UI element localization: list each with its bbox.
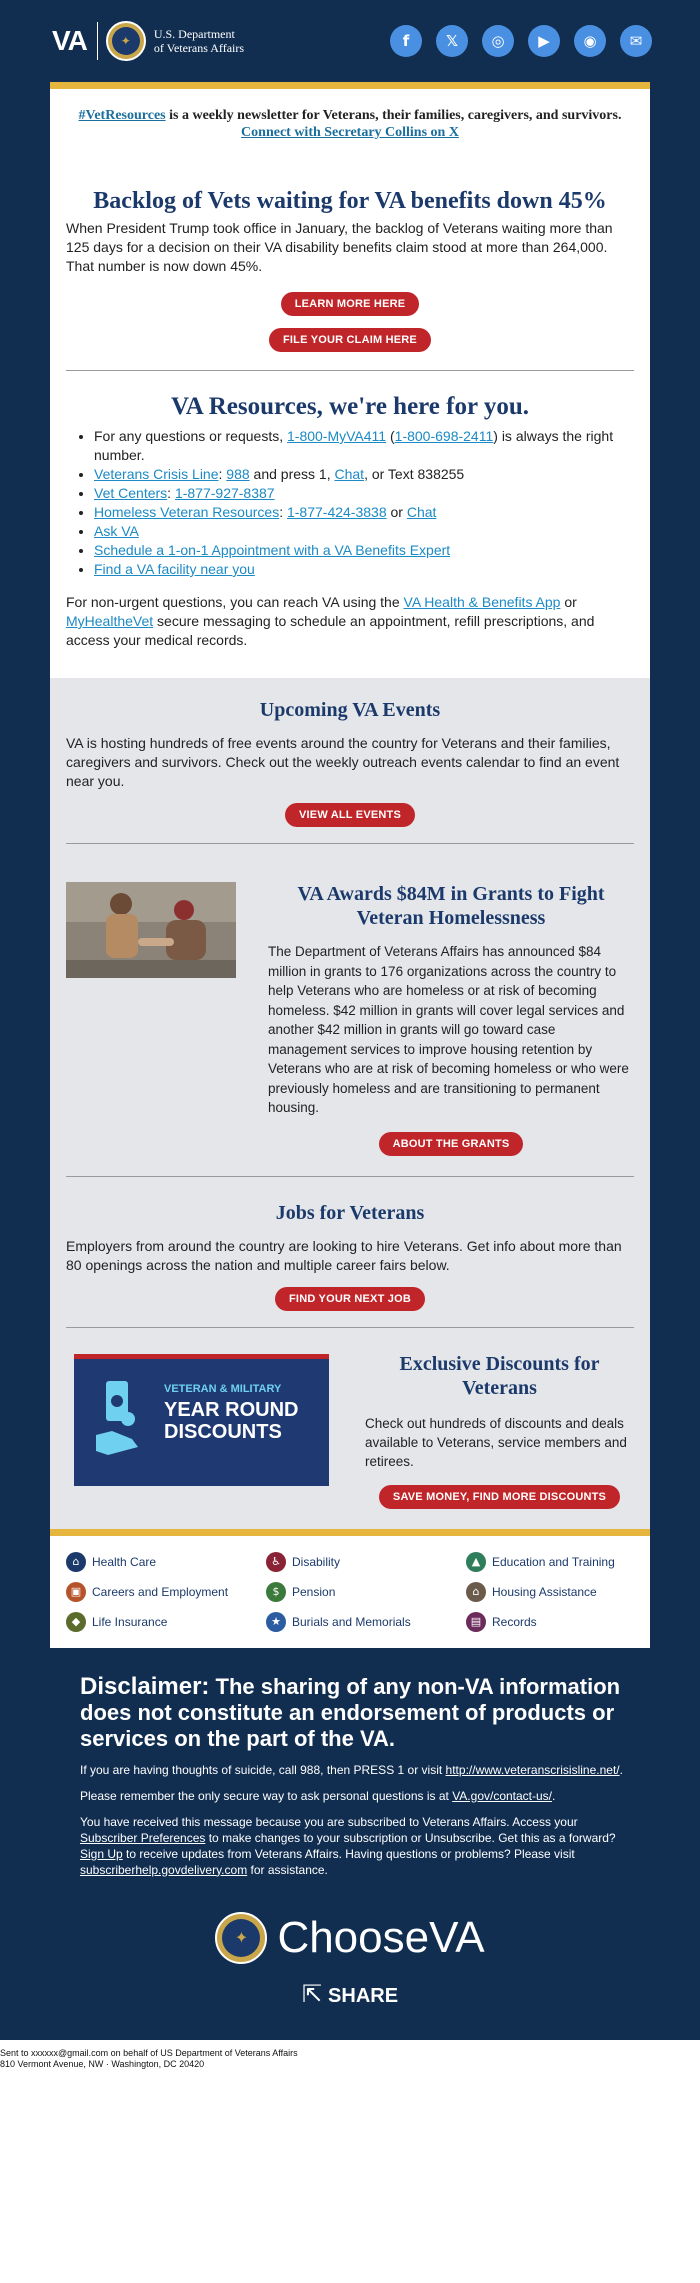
sent-to-text: Sent to xxxxxx@gmail.com on behalf of US Department of Veterans Affairs: [0, 2047, 298, 2058]
va-text: VA: [429, 1912, 485, 1962]
schedule-appointment-link[interactable]: Schedule a 1-on-1 Appointment with a VA Benefits Expert: [94, 542, 451, 558]
careers-icon: ▣: [66, 1582, 86, 1602]
social-links: [390, 25, 652, 57]
item-text: to make changes to your subscription or Unsubscribe. Get this as a forward?: [205, 1830, 616, 1845]
crisis-line-url-link[interactable]: http://www.veteranscrisisline.net/: [445, 1762, 620, 1777]
share-label: SHARE: [328, 1984, 399, 2007]
myhealthevet-link[interactable]: MyHealtheVet: [66, 613, 154, 629]
homeless-resources-link[interactable]: Homeless Veteran Resources: [94, 504, 280, 520]
footer-link-records[interactable]: [466, 1612, 646, 1632]
banner-big-line-1: YEAR ROUND: [164, 1398, 299, 1421]
sent-info: [0, 2040, 700, 2138]
backlog-body: When President Trump took office in January, the backlog of Veterans waiting more than 125 days for a decision on their VA disability benefits claim stood at more than 264,000. That number is now down 45%.: [66, 220, 613, 274]
discounts-banner-icon: [92, 1373, 142, 1463]
contact-us-link[interactable]: VA.gov/contact-us/: [452, 1788, 553, 1803]
suicide-text: [80, 1762, 630, 1778]
item-text: and press 1,: [249, 466, 335, 482]
address-text: 810 Vermont Avenue, NW · Washington, DC 20420: [0, 2058, 205, 2069]
disclaimer-heading: [80, 1674, 630, 1752]
homeless-chat-link[interactable]: Chat: [406, 504, 437, 520]
item-text: ) is always the right number.: [94, 428, 614, 463]
footer-link-housing[interactable]: [466, 1582, 646, 1602]
events-title: Upcoming VA Events: [259, 699, 441, 721]
youtube-icon[interactable]: ▶: [528, 25, 560, 57]
item-text: If you are having thoughts of suicide, call 988, then PRESS 1 or visit: [80, 1762, 446, 1777]
discounts-banner[interactable]: [74, 1354, 329, 1486]
instagram-icon[interactable]: ◎: [482, 25, 514, 57]
grants-content: [236, 882, 634, 1156]
vetresources-hashtag-link[interactable]: #VetResources: [78, 108, 166, 123]
share-button[interactable]: [0, 1980, 700, 2008]
burials-icon: ★: [266, 1612, 286, 1632]
item-text: Please remember the only secure way to ask personal questions is at: [80, 1788, 453, 1803]
header: [0, 0, 700, 82]
crisis-line-link[interactable]: Veterans Crisis Line: [94, 466, 219, 482]
list-item: [94, 465, 630, 484]
find-job-button[interactable]: FIND YOUR NEXT JOB: [275, 1287, 425, 1311]
learn-more-button[interactable]: LEARN MORE HERE: [281, 292, 420, 316]
events-section: [50, 678, 650, 827]
discounts-title: Exclusive Discounts for Veterans: [399, 1352, 600, 1399]
choose-text: Choose: [277, 1912, 430, 1962]
va-seal-icon: ✦: [106, 21, 146, 61]
choose-va-logo[interactable]: [0, 1912, 700, 1964]
item-text: or: [386, 504, 407, 520]
non-urgent-text: [50, 593, 650, 678]
resources-section: [50, 371, 650, 421]
footer-link-disability[interactable]: [266, 1552, 466, 1572]
item-text: You have received this message because you are subscribed to Veterans Affairs. Access your: [80, 1814, 578, 1829]
list-item: [94, 484, 630, 503]
x-icon[interactable]: 𝕏: [436, 25, 468, 57]
footer-link-label: Burials and Memorials: [292, 1614, 411, 1629]
grants-section: [50, 844, 650, 1156]
item-text: , or Text 838255: [364, 466, 465, 482]
item-text: :: [218, 466, 227, 482]
jobs-body: Employers from around the country are looking to hire Veterans. Get info about more than 80 openings across the nation and multiple career fairs below.: [66, 1237, 622, 1273]
item-text: .: [552, 1788, 556, 1803]
backlog-title: Backlog of Vets waiting for VA benefits down 45%: [93, 188, 607, 214]
subscriber-help-link[interactable]: subscriberhelp.govdelivery.com: [80, 1862, 248, 1877]
footer-link-label: Health Care: [92, 1554, 157, 1569]
backlog-section: [50, 141, 650, 352]
subscriber-preferences-link[interactable]: Subscriber Preferences: [80, 1830, 206, 1845]
view-all-events-button[interactable]: VIEW ALL EVENTS: [285, 803, 415, 827]
list-item: [94, 541, 630, 560]
find-facility-link[interactable]: Find a VA facility near you: [94, 561, 255, 577]
connect-secretary-link[interactable]: Connect with Secretary Collins on X: [241, 125, 459, 140]
education-icon: ▲: [466, 1552, 486, 1572]
list-item: [94, 427, 630, 465]
disability-icon: ♿: [266, 1552, 286, 1572]
intro: [50, 89, 650, 141]
rss-icon[interactable]: ◉: [574, 25, 606, 57]
va-logo-text: VA: [52, 25, 87, 56]
about-grants-button[interactable]: ABOUT THE GRANTS: [379, 1132, 524, 1156]
events-body: VA is hosting hundreds of free events around the country for Veterans and their families, caregivers and survivors. Check out the weekly outreach events calendar to find an event near you.: [66, 735, 620, 789]
myva411-link[interactable]: 1-800-MyVA411: [287, 428, 387, 444]
list-item: [94, 503, 630, 522]
footer-link-label: Records: [492, 1614, 537, 1629]
grants-title: VA Awards $84M in Grants to Fight Veteran Homelessness: [297, 883, 605, 929]
dept-line-2: of Veterans Affairs: [153, 41, 245, 55]
disclaimer: [0, 1648, 700, 1878]
jobs-section: [50, 1177, 650, 1311]
file-claim-button[interactable]: FILE YOUR CLAIM HERE: [269, 328, 431, 352]
item-text: or: [560, 594, 577, 610]
item-text: :: [279, 504, 287, 520]
footer-link-careers[interactable]: [66, 1582, 266, 1602]
footer-link-pension[interactable]: [266, 1582, 466, 1602]
footer-link-label: Disability: [292, 1554, 341, 1569]
grants-body: The Department of Veterans Affairs has announced $84 million in grants to 176 organizations across the country to help Veterans who are homeless or at risk of becoming homeless. $42 million in grants will cover legal services and another $42 million in grants will go toward case management services to improve housing retention by Veterans who are at risk of becoming homeless or who were previously homeless and are transitioning to permanent housing.: [268, 944, 629, 1115]
item-text: For non-urgent questions, you can reach VA using the: [66, 594, 404, 610]
footer-link-health-care[interactable]: [66, 1552, 266, 1572]
footer-link-label: Careers and Employment: [92, 1584, 229, 1599]
footer-link-label: Education and Training: [492, 1554, 615, 1569]
homeless-phone-link[interactable]: 1-877-424-3838: [286, 504, 387, 520]
footer-link-life-insurance[interactable]: [66, 1612, 266, 1632]
grey-content-block: [50, 678, 650, 1529]
footer-link-education[interactable]: [466, 1552, 646, 1572]
secure-text: [80, 1788, 630, 1804]
myva411-number-link[interactable]: 1-800-698-2411: [394, 428, 494, 444]
footer-link-label: Life Insurance: [92, 1614, 168, 1629]
item-text: (: [386, 428, 395, 444]
list-item: [94, 560, 630, 579]
disclaimer-label: Disclaimer:: [80, 1672, 210, 1700]
discounts-content: [329, 1354, 634, 1509]
va-seal-icon: ✦: [215, 1912, 267, 1964]
item-text: .: [619, 1762, 623, 1777]
resources-list: [50, 427, 650, 579]
footer-link-label: Housing Assistance: [492, 1584, 597, 1599]
facebook-icon[interactable]: f: [390, 25, 422, 57]
sign-up-link[interactable]: Sign Up: [80, 1846, 123, 1861]
choose-va-wordmark: [277, 1913, 484, 1963]
pension-icon: $: [266, 1582, 286, 1602]
disclaimer-text: The sharing of any non-VA information does not constitute an endorsement of products or services on the part of the VA.: [80, 1673, 621, 1751]
footer-link-burials[interactable]: [266, 1612, 466, 1632]
banner-small-text: VETERAN & MILITARY: [164, 1382, 282, 1395]
footer-link-label: Pension: [292, 1584, 336, 1599]
list-item: [94, 522, 630, 541]
intro-text: is a weekly newsletter for Veterans, their families, caregivers, and survivors.: [165, 108, 622, 123]
resources-title: VA Resources, we're here for you.: [170, 393, 530, 420]
ask-va-link[interactable]: Ask VA: [94, 523, 139, 539]
va-logo[interactable]: [52, 21, 244, 61]
discounts-body: Check out hundreds of discounts and deals available to Veterans, service members and retirees.: [365, 1415, 627, 1469]
health-benefits-app-link[interactable]: VA Health & Benefits App: [403, 594, 561, 610]
item-text: :: [167, 485, 175, 501]
item-text: to receive updates from Veterans Affairs. Having questions or problems? Please visit: [122, 1846, 575, 1861]
item-text: For any questions or requests,: [94, 428, 287, 444]
logo-divider: [97, 22, 98, 60]
department-name: [154, 27, 244, 55]
item-text: secure messaging to schedule an appointment, refill prescriptions, and access your medical records.: [66, 613, 595, 648]
banner-big-text: [164, 1399, 298, 1443]
records-icon: ▤: [466, 1612, 486, 1632]
jobs-title: Jobs for Veterans: [275, 1201, 425, 1224]
crisis-988-link[interactable]: 988: [226, 466, 250, 482]
footer-links: [50, 1529, 650, 1648]
housing-icon: ⌂: [466, 1582, 486, 1602]
discounts-section: [50, 1328, 650, 1529]
save-money-button[interactable]: SAVE MONEY, FIND MORE DISCOUNTS: [379, 1485, 620, 1509]
crisis-chat-link[interactable]: Chat: [334, 466, 365, 482]
subscription-text: [80, 1814, 630, 1878]
banner-big-line-2: DISCOUNTS: [164, 1420, 282, 1443]
health-care-icon: ⌂: [66, 1552, 86, 1572]
grants-image: [66, 882, 236, 978]
dept-line-1: U.S. Department: [153, 27, 235, 41]
share-icon: ⇱: [301, 1979, 323, 2008]
newsletter-card: [50, 82, 650, 1648]
vet-centers-link[interactable]: Vet Centers: [94, 485, 168, 501]
item-text: for assistance.: [247, 1862, 328, 1877]
life-insurance-icon: ◆: [66, 1612, 86, 1632]
vet-centers-phone-link[interactable]: 1-877-927-8387: [174, 485, 275, 501]
email-icon[interactable]: ✉: [620, 25, 652, 57]
